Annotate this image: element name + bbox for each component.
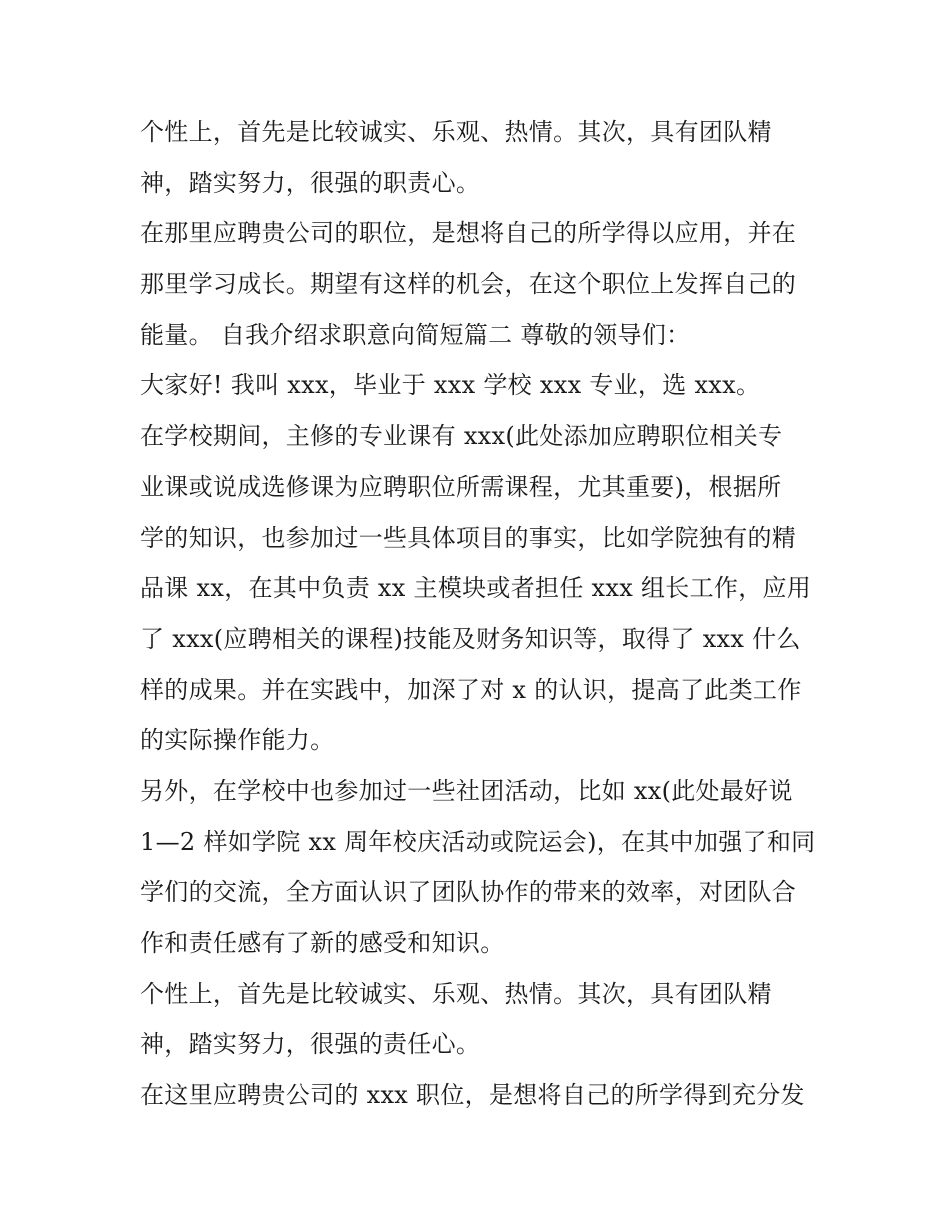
text-line-19: 神，踏实努力，很强的责任心。 [140, 1030, 481, 1059]
text-line-16: 学们的交流，全方面认识了团队协作的带来的效率，对团队合 [140, 878, 797, 907]
text-line-15: 1—2 样如学院 xx 周年校庆活动或院运会)，在其中加强了和同 [140, 827, 816, 856]
text-line-1: 个性上，首先是比较诚实、乐观、热情。其次，具有团队精 [140, 118, 772, 146]
text-line-9: 学的知识，也参加过一些具体项目的事实，比如学院独有的精 [140, 523, 797, 552]
text-line-17: 作和责任感有了新的感受和知识。 [140, 929, 505, 957]
text-line-14: 另外，在学校中也参加过一些社团活动，比如 xx(此处最好说 [140, 776, 793, 805]
text-line-6: 大家好! 我叫 xxx，毕业于 xxx 学校 xxx 专业，选 xxx。 [140, 371, 761, 400]
text-line-8: 业课或说成选修课为应聘职位所需课程，尤其重要)，根据所 [140, 472, 782, 501]
text-line-7: 在学校期间，主修的专业课有 xxx(此处添加应聘职位相关专 [140, 422, 783, 451]
text-line-20: 在这里应聘贵公司的 xxx 职位，是想将自己的所学得到充分发 [140, 1081, 805, 1110]
text-line-2: 神，踏实努力，很强的职责心。 [140, 168, 481, 197]
text-line-10: 品课 xx，在其中负责 xx 主模块或者担任 xxx 组长工作，应用 [140, 574, 812, 603]
text-line-5: 能量。 自我介绍求职意向简短篇二 尊敬的领导们： [140, 320, 691, 349]
document-body [140, 107, 820, 1121]
text-line-13: 的实际操作能力。 [140, 726, 335, 755]
text-line-11: 了 xxx(应聘相关的课程)技能及财务知识等，取得了 xxx 什么 [140, 624, 801, 653]
text-line-12: 样的成果。并在实践中，加深了对 x 的认识，提高了此类工作 [140, 675, 802, 704]
text-line-4: 那里学习成长。期望有这样的机会，在这个职位上发挥自己的 [140, 270, 797, 299]
text-line-18: 个性上，首先是比较诚实、乐观、热情。其次，具有团队精 [140, 979, 772, 1008]
text-line-3: 在那里应聘贵公司的职位，是想将自己的所学得以应用，并在 [140, 219, 797, 248]
